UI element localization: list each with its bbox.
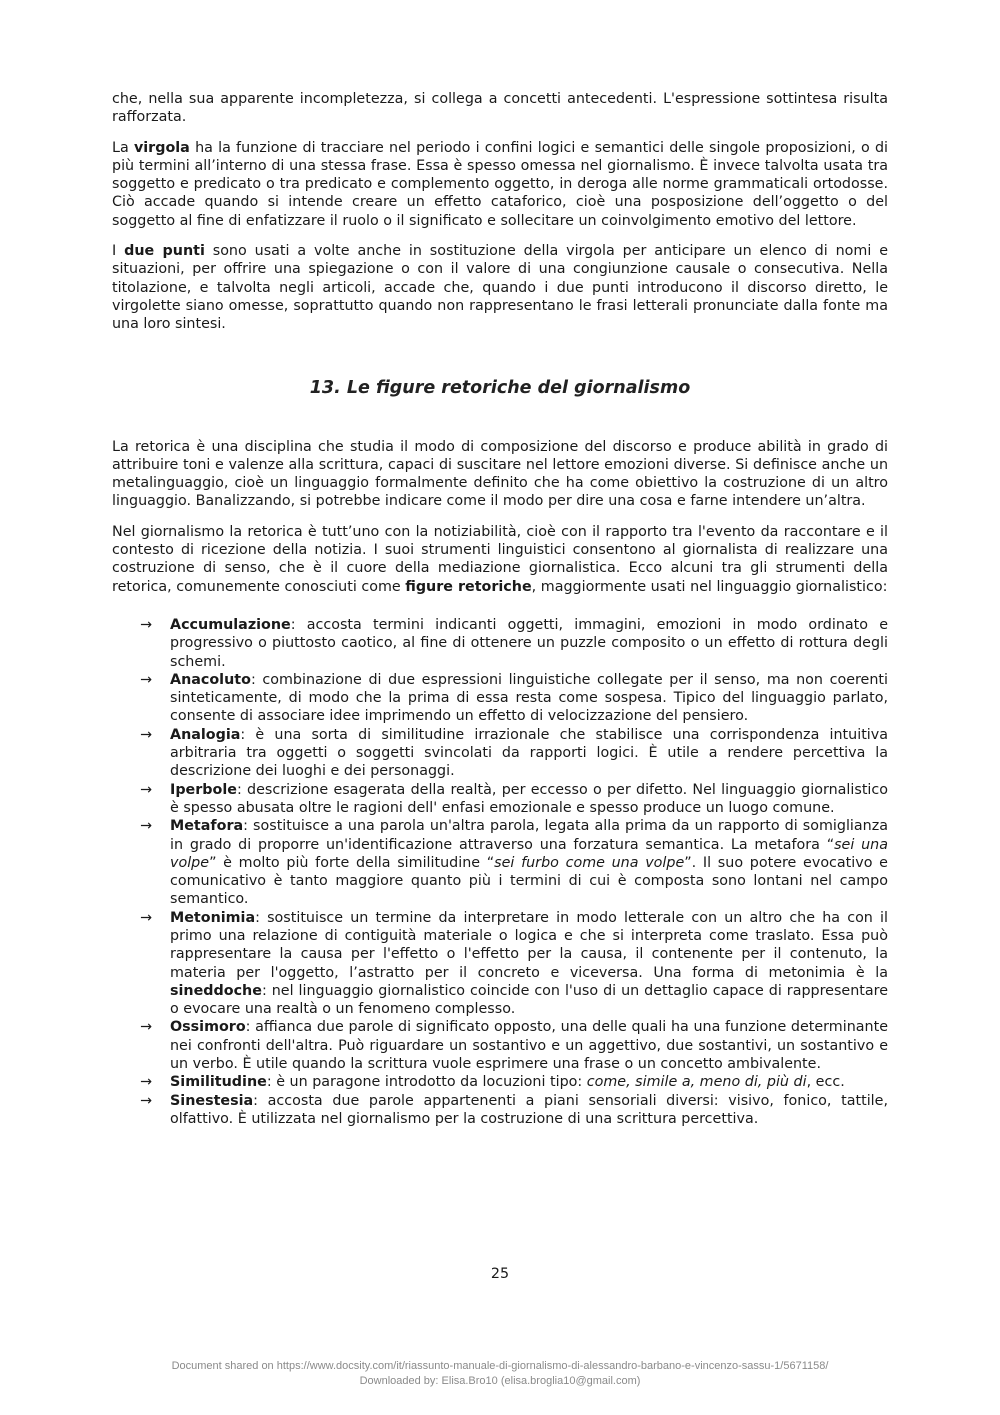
- text-run: Nel giornalismo la retorica è tutt’uno con la notiziabilità, cioè con il rapporto tra l'evento da raccontare e il contesto di ricezione della notizia. I suoi strumenti linguistici consentono al giornalista di realizzare una costruzione di senso, che è il cuore della mediazione giornalistica. Ecco alcuni tra gli strumenti della retorica, comunemente conosciuti come: [112, 523, 888, 595]
- bold-term: Ossimoro: [170, 1019, 246, 1036]
- list-item: [112, 1092, 888, 1129]
- text-run: La: [112, 139, 134, 156]
- bold-term: sineddoche: [170, 982, 262, 999]
- bold-term: Anacoluto: [170, 671, 251, 688]
- arrow-right-icon: →: [140, 818, 152, 835]
- text-run: I: [112, 243, 125, 260]
- arrow-right-icon: →: [140, 909, 152, 926]
- bold-term: virgola: [133, 139, 190, 156]
- list-item: [112, 781, 888, 818]
- bold-term: Sinestesia: [170, 1092, 254, 1109]
- list-item: [112, 1073, 888, 1091]
- bold-term: Metafora: [170, 818, 244, 835]
- text-run: : accosta due parole appartenenti a piani sensoriali diversi: visivo, fonico, tattile, olfattivo. È utilizzata nel giornalismo per la costruzione di una scrittura percettiva.: [170, 1092, 888, 1127]
- text-run: La retorica è una disciplina che studia il modo di composizione del discorso e produce abilità in grado di attribuire toni e valenze alla scrittura, capaci di suscitare nel lettore emozioni diverse. Si definisce anche un metalinguaggio, cioè un linguaggio formalmente definito che ha come obiettivo la costruzione di un altro linguaggio. Banalizzando, si potrebbe indicare come il modo per dire una cosa e farne intendere un’altra.: [112, 438, 888, 510]
- text-run: : nel linguaggio giornalistico coincide con l'uso di un dettaglio capace di rappresentare o evocare una realtà o un fenomeno complesso.: [170, 982, 888, 1018]
- text-run: : sostituisce un termine da interpretare in modo letterale con un altro che ha con il primo una relazione di contiguità materiale o logica e che si interpreta come traslato. Essa può rappresentare la causa per l'effetto o l'effetto per la causa, il contenente per il contenuto, la materia per l'oggetto, l’astratto per il concreto e viceversa. Una forma di metonimia è la: [170, 909, 888, 981]
- text-run: : sostituisce a una parola un'altra parola, legata alla prima da un rapporto di somiglianza in grado di proporre un'identificazione attraverso una forzatura semantica. La metafora “: [170, 818, 888, 853]
- text-run: ”. Il suo potere evocativo e comunicativo è tanto maggiore quanto più i termini di cui è composta sono lontani nel campo semantico.: [170, 854, 888, 908]
- list-item: [112, 817, 888, 908]
- bold-term: Similitudine: [170, 1074, 267, 1091]
- text-run: : affianca due parole di significato opposto, una delle quali ha una funzione determinante nei confronti dell'altra. Può riguardare un sostantivo e un aggettivo, due sostantivi, un sostantivo e un verbo. È utile quando la scrittura vuole esprimere una frase o un concetto ambivalente.: [170, 1019, 888, 1073]
- arrow-right-icon: →: [140, 726, 152, 743]
- text-run: sono usati a volte anche in sostituzione della virgola per anticipare un elenco di nomi e situazioni, per offrire una spiegazione o con il valore di una congiunzione causale o consecutiva. Nella titolazione, e talvolta negli articoli, accade che, quando i due punti introducono il discorso diretto, le virgolette siano omesse, soprattutto quando non rappresentano le frasi letterali pronunciate dalla fonte ma una loro sintesi.: [112, 243, 888, 333]
- list-item: [112, 909, 888, 1019]
- rhetorical-figures-list: [112, 616, 888, 1128]
- bold-term: figure retoriche: [405, 578, 532, 595]
- page-number: 25: [490, 1266, 510, 1282]
- footer-shared-on: Document shared on https://www.docsity.com/it/riassunto-manuale-di-giornalismo-di-alessandro-barbano-e-vincenzo-sassu-1/5671158/: [171, 1360, 829, 1372]
- text-run: , ecc.: [806, 1074, 845, 1091]
- italic-text: sei furbo come una volpe: [494, 854, 685, 871]
- document-body: [112, 90, 888, 1128]
- paragraph: [112, 139, 888, 230]
- arrow-right-icon: →: [140, 1074, 152, 1091]
- paragraph: [112, 438, 888, 511]
- text-run: : accosta termini indicanti oggetti, immagini, emozioni in modo ordinato e progressivo o piuttosto caotico, al fine di ottenere un puzzle composito o un effetto di rottura degli schemi.: [170, 616, 888, 670]
- section-paragraphs: [112, 438, 888, 596]
- italic-text: sei una volpe: [170, 836, 888, 871]
- paragraph: [112, 242, 888, 333]
- bold-term: Analogia: [170, 726, 241, 743]
- arrow-right-icon: →: [140, 616, 152, 633]
- intro-paragraphs: [112, 90, 888, 334]
- arrow-right-icon: →: [140, 671, 152, 688]
- list-item: [112, 1018, 888, 1073]
- section-title: 13. Le figure retoriche del giornalismo: [309, 377, 691, 398]
- text-run: : è un paragone introdotto da locuzioni tipo:: [266, 1074, 587, 1091]
- arrow-right-icon: →: [140, 1019, 152, 1036]
- paragraph: [112, 90, 888, 127]
- bold-term: Metonimia: [170, 909, 256, 926]
- bold-term: Iperbole: [170, 781, 237, 798]
- italic-text: come, simile a, meno di, più di: [586, 1074, 807, 1091]
- bold-term: due punti: [124, 243, 205, 260]
- text-run: : è una sorta di similitudine irrazionale che stabilisce una corrispondenza intuitiva arbitraria tra oggetti o soggetti svincolati da rapporti logici. È utile a rendere percettiva la descrizione dei luoghi e dei personaggi.: [170, 726, 888, 780]
- text-run: : descrizione esagerata della realtà, per eccesso o per difetto. Nel linguaggio giornalistico è spesso abusata oltre le ragioni dell' enfasi emozionale e spesso produce un luogo comune.: [170, 781, 888, 816]
- arrow-right-icon: →: [140, 781, 152, 798]
- list-item: [112, 726, 888, 781]
- footer-downloaded-by: Downloaded by: Elisa.Bro10 (elisa.broglia10@gmail.com): [359, 1375, 641, 1387]
- footer: [0, 1359, 1000, 1389]
- arrow-right-icon: →: [140, 1092, 152, 1109]
- text-run: , maggiormente usati nel linguaggio giornalistico:: [531, 578, 888, 595]
- text-run: che, nella sua apparente incompletezza, si collega a concetti antecedenti. L'espressione sottintesa risulta rafforzata.: [112, 91, 888, 126]
- text-run: : combinazione di due espressioni linguistiche collegate per il senso, ma non coerenti sinteticamente, di modo che la prima di essa resta come sospesa. Tipico del linguaggio parlato, consente di associare idee imprimendo un effetto di velocizzazione del pensiero.: [170, 671, 888, 725]
- text-run: ha la funzione di tracciare nel periodo i confini logici e semantici delle singole proposizioni, o di più termini all’interno di una stessa frase. Essa è spesso omessa nel giornalismo. È invece talvolta usata tra soggetto e predicato o tra predicato e complemento oggetto, in deroga alle norme grammaticali ortodosse. Ciò accade quando si intende creare un effetto cataforico, cioè una posposizione dell’oggetto o del soggetto al fine di enfatizzare il ruolo o il significato e sollecitare un coinvolgimento emotivo del lettore.: [112, 139, 888, 229]
- list-item: [112, 616, 888, 671]
- text-run: ” è molto più forte della similitudine “: [209, 854, 495, 871]
- paragraph: [112, 523, 888, 596]
- bold-term: Accumulazione: [170, 616, 291, 633]
- list-item: [112, 671, 888, 726]
